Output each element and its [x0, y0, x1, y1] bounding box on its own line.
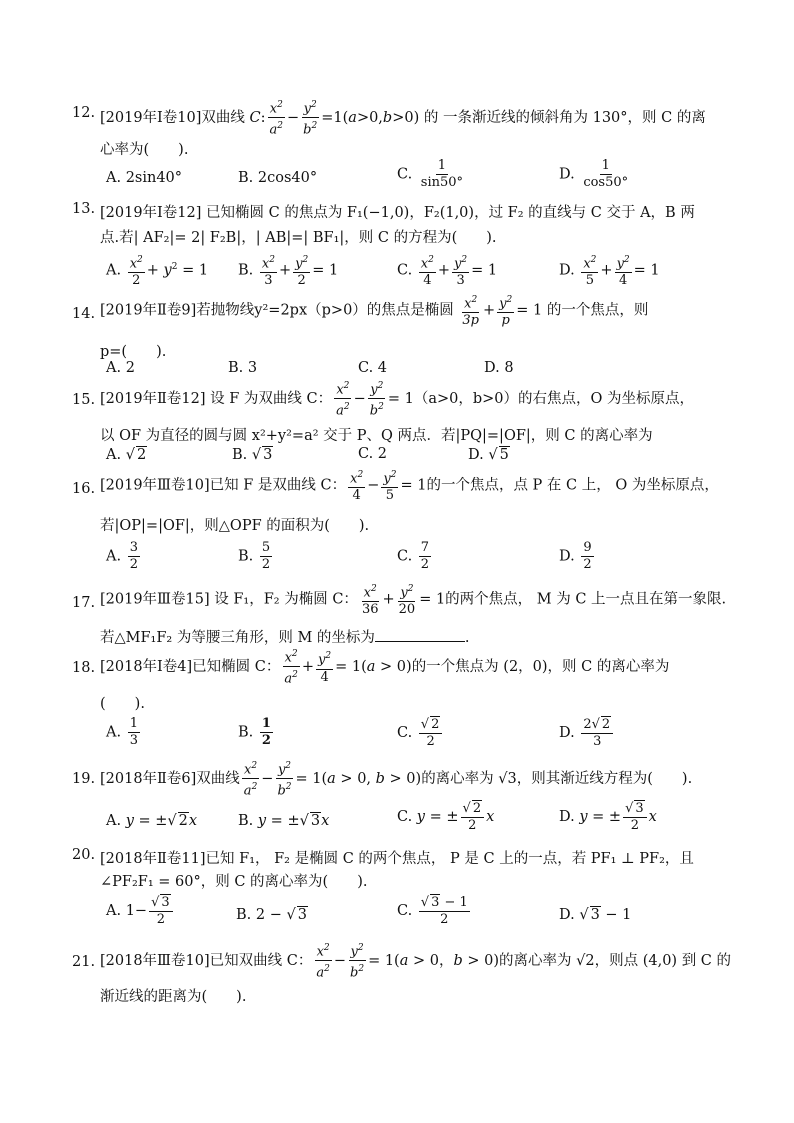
- question-number: 12.: [72, 105, 96, 121]
- question-stem: 的离心率为 √3，则其渐近线方程为( ).: [421, 770, 693, 787]
- option-b[interactable]: B. $\frac{5}{2}$: [238, 540, 271, 572]
- question-number: 14.: [72, 306, 96, 322]
- question-stem: [2019年Ⅲ卷15] 设 F₁，F₂ 为椭圆 C：: [100, 591, 358, 608]
- option-a[interactable]: A. 2: [106, 360, 135, 376]
- question-15-line1: [2019年Ⅱ卷12] 设 F 为双曲线 C： $\frac{x^2}{a^2}$ − $\frac{y^2}{b^2}$ = 1（a>0，b>0）的右焦点，O 为坐标原点，: [100, 378, 694, 420]
- option-d[interactable]: D. $\frac{2√ 2}{3}$: [559, 716, 615, 750]
- option-d[interactable]: D. $\frac{9}{2}$: [559, 540, 592, 572]
- option-a[interactable]: A. $\frac{3}{2}$: [106, 540, 138, 572]
- question-stem: 的一个焦点，点 P 在 C 上， O 为坐标原点，: [426, 477, 719, 494]
- option-c[interactable]: C. 4: [358, 360, 388, 376]
- question-number: 16.: [72, 481, 96, 497]
- question-stem: [2018年Ⅱ卷6]双曲线: [100, 770, 240, 787]
- option-b[interactable]: B. 2cos40°: [238, 170, 318, 186]
- question-stem: 若△MF₁F₂ 为等腰三角形，则 M 的坐标为: [100, 630, 375, 646]
- option-c[interactable]: C. 2: [358, 446, 388, 462]
- option-c[interactable]: C. $\frac{√ 3 - 1}{2}$: [397, 895, 468, 927]
- question-21-line1: [2018年Ⅲ卷10]已知双曲线 C： $\frac{x^2}{a^2}$ − $\frac{y^2}{b^2}$ = 1(a > 0，b > 0)的离心率为 √2，则点 (4,0) 到 C 的: [100, 940, 731, 982]
- option-c[interactable]: C. y = ± $\frac{√ 2}{2}$ x: [397, 801, 495, 833]
- question-21-line2: 渐近线的距离为( ).: [100, 989, 247, 1005]
- question-stem: [2018年Ⅲ卷10]已知双曲线 C：: [100, 952, 313, 969]
- option-d[interactable]: D. 8: [484, 360, 514, 376]
- option-d[interactable]: D. $\frac{1}{\cos 50^\circ}$: [559, 158, 629, 190]
- question-stem: [2019年Ⅲ卷10]已知 F 是双曲线 C：: [100, 477, 347, 494]
- option-a[interactable]: A. √ 2: [106, 447, 147, 463]
- question-14-line2: p=( ).: [100, 344, 167, 360]
- question-14-line1: [2019年Ⅱ卷9]若抛物线y²=2px（p>0）的焦点是椭圆 $\frac{x^2}{3p}$ + $\frac{y^2}{p}$ = 1 的一个焦点，则: [100, 292, 648, 329]
- answer-blank[interactable]: [375, 627, 465, 642]
- question-stem: [2019年Ⅱ卷12] 设 F 为双曲线 C：: [100, 390, 333, 407]
- option-c[interactable]: C. $\frac{x^2}{4}$ + $\frac{y^2}{3}$ = 1: [397, 252, 497, 289]
- question-stem: [2018年Ⅰ卷4]已知椭圆 C：: [100, 658, 281, 675]
- question-number: 18.: [72, 660, 96, 676]
- option-b[interactable]: B. $\frac{1}{2}$: [238, 716, 271, 748]
- question-17-line1: [2019年Ⅲ卷15] 设 F₁，F₂ 为椭圆 C： $\frac{x^2}{36}$ + $\frac{y^2}{20}$ = 1的两个焦点， M 为 C 上一点且在第一象限.: [100, 581, 726, 618]
- question-number: 19.: [72, 771, 96, 787]
- question-18-line2: ( ).: [100, 696, 145, 712]
- question-19-line1: [2018年Ⅱ卷6]双曲线 $\frac{x^2}{a^2}$ − $\frac{y^2}{b^2}$ = 1(a > 0, b > 0)的离心率为 √3，则其渐近线方程为( ).: [100, 758, 692, 800]
- question-stem: 的离心率为 √2，则点 (4,0) 到 C 的: [499, 952, 732, 969]
- option-b[interactable]: B. $\frac{x^2}{3}$ + $\frac{y^2}{2}$ = 1: [238, 252, 338, 289]
- question-number: 15.: [72, 392, 96, 408]
- option-a[interactable]: A. 1− $\frac{√ 3}{2}$: [106, 894, 175, 928]
- question-source: [2019年Ⅰ卷10]双曲线: [100, 109, 245, 126]
- question-16-line1: [2019年Ⅲ卷10]已知 F 是双曲线 C： $\frac{x^2}{4}$ − $\frac{y^2}{5}$ = 1的一个焦点，点 P 在 C 上， O 为坐标原点，: [100, 467, 719, 504]
- question-stem: 的两个焦点， M 为 C 上一点且在第一象限.: [445, 591, 727, 608]
- option-c[interactable]: C. $\frac{1}{\sin 50^\circ}$: [397, 158, 464, 190]
- question-18-line1: [2018年Ⅰ卷4]已知椭圆 C： $\frac{x^2}{a^2}$ + $\frac{y^2}{4}$ = 1(a > 0)的一个焦点为 (2，0)，则 C 的离心率为: [100, 646, 669, 688]
- option-a[interactable]: A. $\frac{x^2}{2}$ + $y^2 = 1$: [106, 252, 208, 289]
- option-b[interactable]: B. 2 − √ 3: [236, 907, 307, 923]
- question-number: 13.: [72, 201, 96, 217]
- option-a[interactable]: A. y = ±√ 2x: [106, 813, 198, 829]
- question-20-line1: [2018年Ⅱ卷11]已知 F₁， F₂ 是椭圆 C 的两个焦点， P 是 C 上的一点，若 PF₁ ⊥ PF₂，且: [100, 851, 694, 867]
- question-13-line1: [2019年Ⅰ卷12] 已知椭圆 C 的焦点为 F₁(−1,0)，F₂(1,0)，过 F₂ 的直线与 C 交于 A，B 两: [100, 205, 695, 221]
- option-d[interactable]: D. √ 3 − 1: [559, 907, 632, 923]
- question-stem: 的一个焦点为 (2，0)，则 C 的离心率为: [411, 658, 670, 675]
- option-d[interactable]: D. y = ± $\frac{√ 3}{2}$ x: [559, 801, 657, 833]
- question-12-line2: 心率为( ).: [100, 142, 189, 158]
- option-c[interactable]: C. $\frac{7}{2}$: [397, 540, 430, 572]
- question-15-line2: 以 OF 为直径的圆与圆 x²+y²=a² 交于 P、Q 两点．若|PQ|=|OF|，则 C 的离心率为: [100, 428, 653, 444]
- question-number: 17.: [72, 595, 96, 611]
- option-b[interactable]: B. y = ±√ 3x: [238, 813, 330, 829]
- question-17-line2: 若△MF₁F₂ 为等腰三角形，则 M 的坐标为 .: [100, 626, 470, 647]
- question-stem: [2019年Ⅱ卷9]若抛物线y²=2px（p>0）的焦点是椭圆: [100, 302, 454, 319]
- question-20-line2: ∠PF₂F₁ = 60°，则 C 的离心率为( ).: [100, 874, 368, 890]
- option-a[interactable]: A. $\frac{1}{3}$: [106, 716, 138, 748]
- question-stem: 的一个焦点，则: [546, 302, 649, 319]
- option-c[interactable]: C. $\frac{√ 2}{2}$: [397, 716, 444, 750]
- option-b[interactable]: B. 3: [228, 360, 258, 376]
- question-number: 20.: [72, 847, 96, 863]
- question-stem: 的 一条渐近线的倾斜角为 130°，则 C 的离: [423, 109, 706, 126]
- option-d[interactable]: D. $\frac{x^2}{5}$ + $\frac{y^2}{4}$ = 1: [559, 252, 660, 289]
- option-d[interactable]: D. √ 5: [468, 447, 509, 463]
- question-16-line2: 若|OP|=|OF|，则△OPF 的面积为( ).: [100, 518, 370, 534]
- question-12-line1: [2019年Ⅰ卷10]双曲线 C: $\frac{x^2}{a^2}$ − $\frac{y^2}{b^2}$ =1(a>0,b>0) 的 一条渐近线的倾斜角为 130°，则 C 的离: [100, 97, 706, 139]
- question-stem: （a>0，b>0）的右焦点，O 为坐标原点，: [413, 390, 694, 407]
- option-b[interactable]: B. √ 3: [232, 447, 273, 463]
- option-a[interactable]: A. 2sin40°: [106, 170, 183, 186]
- question-number: 21.: [72, 954, 96, 970]
- question-13-line2: 点.若| AF₂|= 2| F₂B|，| AB|=| BF₁|，则 C 的方程为( ).: [100, 230, 497, 246]
